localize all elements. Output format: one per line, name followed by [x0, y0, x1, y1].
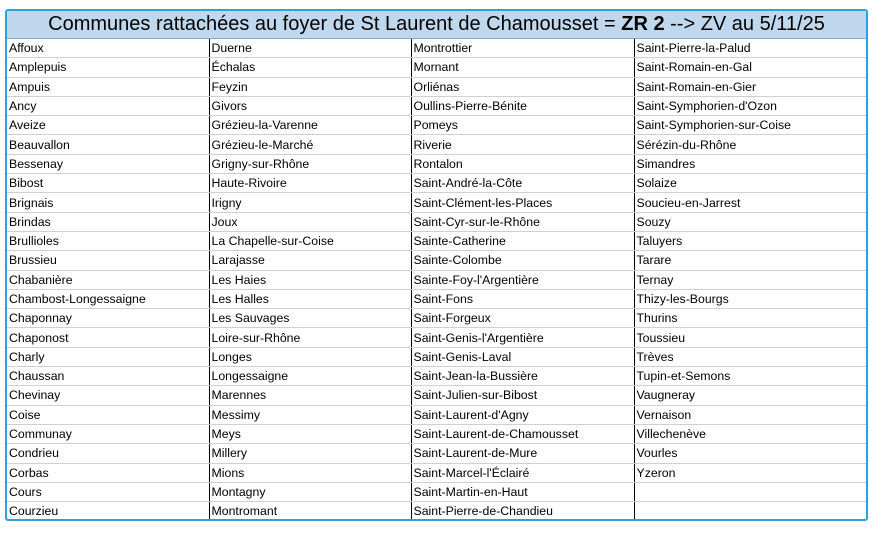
commune-cell: Mornant	[411, 58, 634, 77]
table-row	[7, 502, 866, 521]
commune-cell: Amplepuis	[7, 58, 209, 77]
commune-cell: Riverie	[411, 135, 634, 154]
table-row	[7, 367, 866, 386]
table-row	[7, 405, 866, 424]
communes-table-frame	[5, 9, 868, 521]
commune-cell: Saint-Symphorien-d'Ozon	[634, 96, 866, 115]
commune-cell: Sérézin-du-Rhône	[634, 135, 866, 154]
table-row	[7, 116, 866, 135]
commune-cell: Vourles	[634, 444, 866, 463]
commune-cell: Grigny-sur-Rhône	[209, 154, 411, 173]
commune-cell: Brullioles	[7, 231, 209, 250]
table-row	[7, 231, 866, 250]
commune-cell: Soucieu-en-Jarrest	[634, 193, 866, 212]
commune-cell: Saint-Clément-les-Places	[411, 193, 634, 212]
commune-cell: Vernaison	[634, 405, 866, 424]
table-row	[7, 309, 866, 328]
commune-cell: Communay	[7, 424, 209, 443]
table-row	[7, 77, 866, 96]
table-row	[7, 58, 866, 77]
title-prefix: Communes rattachées au foyer de St Laurent de Chamousset =	[48, 13, 622, 35]
commune-cell: Mions	[209, 463, 411, 482]
table-row	[7, 386, 866, 405]
commune-cell: Les Sauvages	[209, 309, 411, 328]
commune-cell: Saint-Genis-l'Argentière	[411, 328, 634, 347]
commune-cell: Souzy	[634, 212, 866, 231]
title-suffix: --> ZV au 5/11/25	[664, 13, 825, 35]
commune-cell: Grézieu-le-Marché	[209, 135, 411, 154]
table-row	[7, 251, 866, 270]
commune-cell: Messimy	[209, 405, 411, 424]
communes-table	[7, 39, 866, 520]
table-row	[7, 96, 866, 115]
commune-cell: Saint-Romain-en-Gal	[634, 58, 866, 77]
commune-cell: Beauvallon	[7, 135, 209, 154]
commune-cell: Bibost	[7, 174, 209, 193]
commune-cell: Montrottier	[411, 39, 634, 58]
commune-cell: Chaponost	[7, 328, 209, 347]
commune-cell: Saint-Laurent-de-Mure	[411, 444, 634, 463]
commune-cell: Solaize	[634, 174, 866, 193]
commune-cell: Loire-sur-Rhône	[209, 328, 411, 347]
title-zone: ZR 2	[621, 13, 665, 35]
commune-cell: Chabanière	[7, 270, 209, 289]
commune-cell: Sainte-Catherine	[411, 231, 634, 250]
table-row	[7, 193, 866, 212]
commune-cell: Toussieu	[634, 328, 866, 347]
commune-cell: Saint-Pierre-de-Chandieu	[411, 502, 634, 521]
commune-cell: Aveize	[7, 116, 209, 135]
commune-cell: Coise	[7, 405, 209, 424]
commune-cell: Cours	[7, 482, 209, 501]
table-row	[7, 482, 866, 501]
commune-cell: Chevinay	[7, 386, 209, 405]
table-row	[7, 135, 866, 154]
commune-cell: Saint-Laurent-de-Chamousset	[411, 424, 634, 443]
commune-cell: Saint-Romain-en-Gier	[634, 77, 866, 96]
commune-cell: Charly	[7, 347, 209, 366]
commune-cell: Montagny	[209, 482, 411, 501]
commune-cell: Bessenay	[7, 154, 209, 173]
commune-cell: Oullins-Pierre-Bénite	[411, 96, 634, 115]
commune-cell: Millery	[209, 444, 411, 463]
commune-cell: Yzeron	[634, 463, 866, 482]
table-row	[7, 212, 866, 231]
commune-cell: Trèves	[634, 347, 866, 366]
commune-cell: Affoux	[7, 39, 209, 58]
commune-cell: Les Halles	[209, 289, 411, 308]
communes-table-body	[7, 39, 866, 520]
commune-cell: Condrieu	[7, 444, 209, 463]
commune-cell: Joux	[209, 212, 411, 231]
commune-cell: Saint-André-la-Côte	[411, 174, 634, 193]
commune-cell: Pomeys	[411, 116, 634, 135]
commune-cell: Échalas	[209, 58, 411, 77]
table-row	[7, 270, 866, 289]
commune-cell: Saint-Jean-la-Bussière	[411, 367, 634, 386]
commune-cell: Taluyers	[634, 231, 866, 250]
commune-cell: Sainte-Colombe	[411, 251, 634, 270]
commune-cell: Ampuis	[7, 77, 209, 96]
commune-cell: Tupin-et-Semons	[634, 367, 866, 386]
commune-cell: Longessaigne	[209, 367, 411, 386]
commune-cell: Marennes	[209, 386, 411, 405]
commune-cell: Ternay	[634, 270, 866, 289]
commune-cell: Saint-Genis-Laval	[411, 347, 634, 366]
commune-cell: Larajasse	[209, 251, 411, 270]
table-row	[7, 347, 866, 366]
commune-cell: Vaugneray	[634, 386, 866, 405]
commune-cell	[634, 482, 866, 501]
commune-cell: Saint-Marcel-l'Éclairé	[411, 463, 634, 482]
commune-cell: Brignais	[7, 193, 209, 212]
commune-cell: Orliénas	[411, 77, 634, 96]
commune-cell: Saint-Forgeux	[411, 309, 634, 328]
commune-cell: Brindas	[7, 212, 209, 231]
table-row	[7, 39, 866, 58]
commune-cell: Chaponnay	[7, 309, 209, 328]
commune-cell: Montromant	[209, 502, 411, 521]
commune-cell: Longes	[209, 347, 411, 366]
commune-cell: Sainte-Foy-l'Argentière	[411, 270, 634, 289]
commune-cell: Feyzin	[209, 77, 411, 96]
commune-cell: Tarare	[634, 251, 866, 270]
table-row	[7, 424, 866, 443]
table-row	[7, 289, 866, 308]
commune-cell: Saint-Pierre-la-Palud	[634, 39, 866, 58]
table-row	[7, 174, 866, 193]
commune-cell: Saint-Martin-en-Haut	[411, 482, 634, 501]
commune-cell: Grézieu-la-Varenne	[209, 116, 411, 135]
commune-cell: Chaussan	[7, 367, 209, 386]
commune-cell: Ancy	[7, 96, 209, 115]
commune-cell: Thizy-les-Bourgs	[634, 289, 866, 308]
table-row	[7, 328, 866, 347]
commune-cell: Haute-Rivoire	[209, 174, 411, 193]
table-title	[7, 11, 866, 39]
commune-cell: Les Haies	[209, 270, 411, 289]
commune-cell: Meys	[209, 424, 411, 443]
commune-cell: Brussieu	[7, 251, 209, 270]
commune-cell: Duerne	[209, 39, 411, 58]
commune-cell: Saint-Cyr-sur-le-Rhône	[411, 212, 634, 231]
commune-cell: Chambost-Longessaigne	[7, 289, 209, 308]
table-row	[7, 444, 866, 463]
commune-cell: Givors	[209, 96, 411, 115]
commune-cell: Saint-Symphorien-sur-Coise	[634, 116, 866, 135]
commune-cell: La Chapelle-sur-Coise	[209, 231, 411, 250]
commune-cell: Villechenève	[634, 424, 866, 443]
commune-cell: Saint-Laurent-d'Agny	[411, 405, 634, 424]
commune-cell: Rontalon	[411, 154, 634, 173]
commune-cell	[634, 502, 866, 521]
commune-cell: Simandres	[634, 154, 866, 173]
commune-cell: Thurins	[634, 309, 866, 328]
table-row	[7, 154, 866, 173]
commune-cell: Saint-Fons	[411, 289, 634, 308]
commune-cell: Courzieu	[7, 502, 209, 521]
table-row	[7, 463, 866, 482]
commune-cell: Saint-Julien-sur-Bibost	[411, 386, 634, 405]
commune-cell: Irigny	[209, 193, 411, 212]
commune-cell: Corbas	[7, 463, 209, 482]
